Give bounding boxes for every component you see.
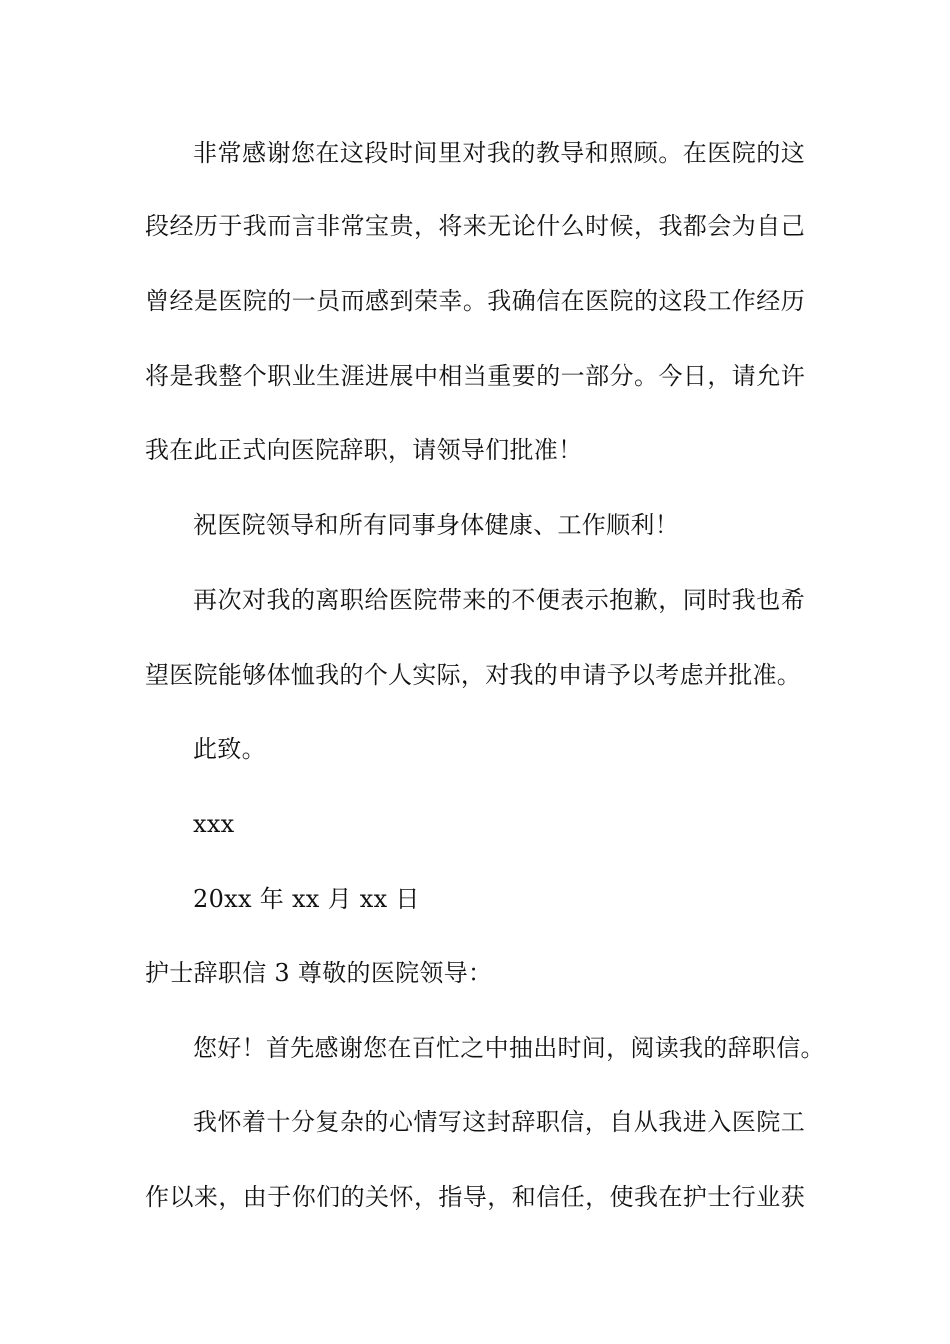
- paragraph-line: 段经历于我而言非常宝贵，将来无论什么时候，我都会为自己: [145, 212, 805, 240]
- paragraph-line: 非常感谢您在这段时间里对我的教导和照顾。在医院的这: [193, 139, 805, 167]
- paragraph-line: 我怀着十分复杂的心情写这封辞职信，自从我进入医院工: [193, 1108, 805, 1136]
- closing-salutation: 此致。: [193, 735, 266, 763]
- paragraph-line: 将是我整个职业生涯进展中相当重要的一部分。今日，请允许: [145, 362, 805, 390]
- paragraph-line: 您好！首先感谢您在百忙之中抽出时间，阅读我的辞职信。: [193, 1034, 825, 1062]
- paragraph-line: 作以来，由于你们的关怀，指导，和信任，使我在护士行业获: [145, 1183, 805, 1211]
- signature-name: xxx: [193, 810, 235, 838]
- paragraph-line: 望医院能够体恤我的个人实际，对我的申请予以考虑并批准。: [145, 661, 802, 689]
- paragraph-line: 祝医院领导和所有同事身体健康、工作顺利！: [193, 511, 679, 539]
- paragraph-line: 曾经是医院的一员而感到荣幸。我确信在医院的这段工作经历: [145, 287, 805, 315]
- paragraph-line: 再次对我的离职给医院带来的不便表示抱歉，同时我也希: [193, 586, 805, 614]
- signature-date: 20xx 年 xx 月 xx 日: [193, 885, 420, 913]
- paragraph-line: 我在此正式向医院辞职，请领导们批准！: [145, 436, 583, 464]
- letter-heading: 护士辞职信 3 尊敬的医院领导：: [145, 959, 493, 987]
